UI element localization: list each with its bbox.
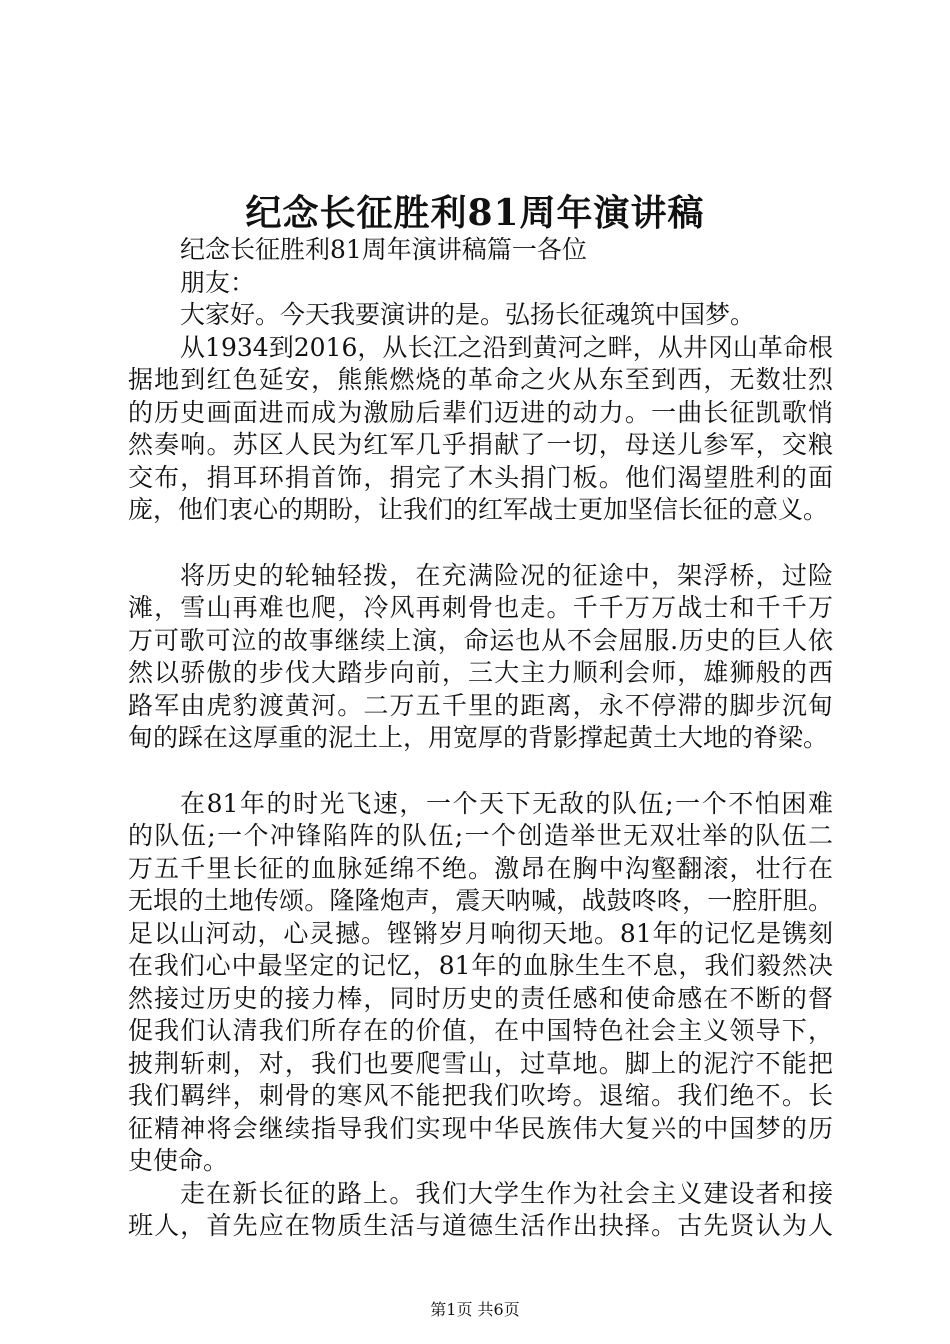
paragraph-line: 据地到红色延安，熊熊燃烧的革命之火从东至到西，无数壮烈	[128, 365, 833, 394]
document-title: 纪念长征胜利81周年演讲稿	[245, 192, 705, 234]
paragraph-line: 在81年的时光飞速，一个天下无敌的队伍;一个不怕困难	[180, 788, 833, 818]
paragraph-line: 从1934到2016，从长江之沿到黄河之畔，从井冈山革命根	[180, 332, 833, 362]
paragraph-line: 征精神将会继续指导我们实现中华民族伟大复兴的中国梦的历	[128, 1113, 833, 1143]
paragraph-line: 披荆斩刺，对，我们也要爬雪山，过草地。脚上的泥泞不能把	[128, 1048, 833, 1078]
paragraph-line: 走在新长征的路上。我们大学生作为社会主义建设者和接	[180, 1178, 833, 1208]
intro-line: 纪念长征胜利81周年演讲稿篇一各位	[180, 235, 587, 264]
paragraph-line: 然以骄傲的步伐大踏步向前，三大主力顺利会师，雄狮般的西	[128, 658, 833, 687]
paragraph-line: 将历史的轮轴轻拨，在充满险况的征途中，架浮桥，过险	[180, 560, 833, 590]
intro-line: 朋友：	[180, 267, 256, 297]
paragraph-line: 班人，首先应在物质生活与道德生活作出抉择。古先贤认为人	[128, 1211, 833, 1240]
paragraph-line: 甸的踩在这厚重的泥土上，用宽厚的背影撑起黄土大地的脊梁。	[128, 723, 829, 752]
paragraph-line: 万可歌可泣的故事继续上演，命运也从不会屈服.历史的巨人依	[128, 625, 833, 655]
page-number-footer: 第1页 共6页	[430, 1300, 520, 1319]
paragraph-spacer	[128, 527, 833, 560]
paragraph-line: 滩，雪山再难也爬，冷风再刺骨也走。千千万万战士和千千万	[128, 593, 833, 622]
paragraph-line: 史使命。	[128, 1146, 229, 1175]
paragraph-line: 足以山河动，心灵撼。铿锵岁月响彻天地。81年的记忆是镌刻	[128, 918, 833, 948]
paragraph-line: 万五千里长征的血脉延绵不绝。激昂在胸中沟壑翻滚，壮行在	[128, 853, 833, 883]
paragraph-line: 的历史画面进而成为激励后辈们迈进的动力。一曲长征凯歌悄	[128, 397, 833, 427]
paragraph-line: 的队伍;一个冲锋陷阵的队伍;一个创造举世无双壮举的队伍二	[128, 821, 833, 850]
document-body	[128, 234, 833, 1243]
greeting-line: 大家好。今天我要演讲的是。弘扬长征魂筑中国梦。	[180, 300, 756, 329]
paragraph-line: 我们羁绊，刺骨的寒风不能把我们吹垮。退缩。我们绝不。长	[128, 1081, 833, 1110]
paragraph-line: 促我们认清我们所存在的价值，在中国特色社会主义领导下，	[128, 1016, 833, 1045]
paragraph-line: 然接过历史的接力棒，同时历史的责任感和使命感在不断的督	[128, 983, 833, 1013]
paragraph-line: 无垠的土地传颂。隆隆炮声，震天呐喊，战鼓咚咚，一腔肝胆。	[128, 886, 833, 915]
paragraph-line: 交布，捐耳环捐首饰，捐完了木头捐门板。他们渴望胜利的面	[128, 462, 833, 492]
paragraph-spacer	[128, 755, 833, 788]
paragraph-line: 在我们心中最坚定的记忆，81年的血脉生生不息，我们毅然决	[128, 951, 833, 980]
paragraph-line: 然奏响。苏区人民为红军几乎捐献了一切，母送儿参军，交粮	[128, 430, 833, 459]
paragraph-line: 路军由虎豹渡黄河。二万五千里的距离，永不停滞的脚步沉甸	[128, 690, 833, 720]
paragraph-line: 庞，他们衷心的期盼，让我们的红军战士更加坚信长征的意义。	[128, 495, 829, 524]
